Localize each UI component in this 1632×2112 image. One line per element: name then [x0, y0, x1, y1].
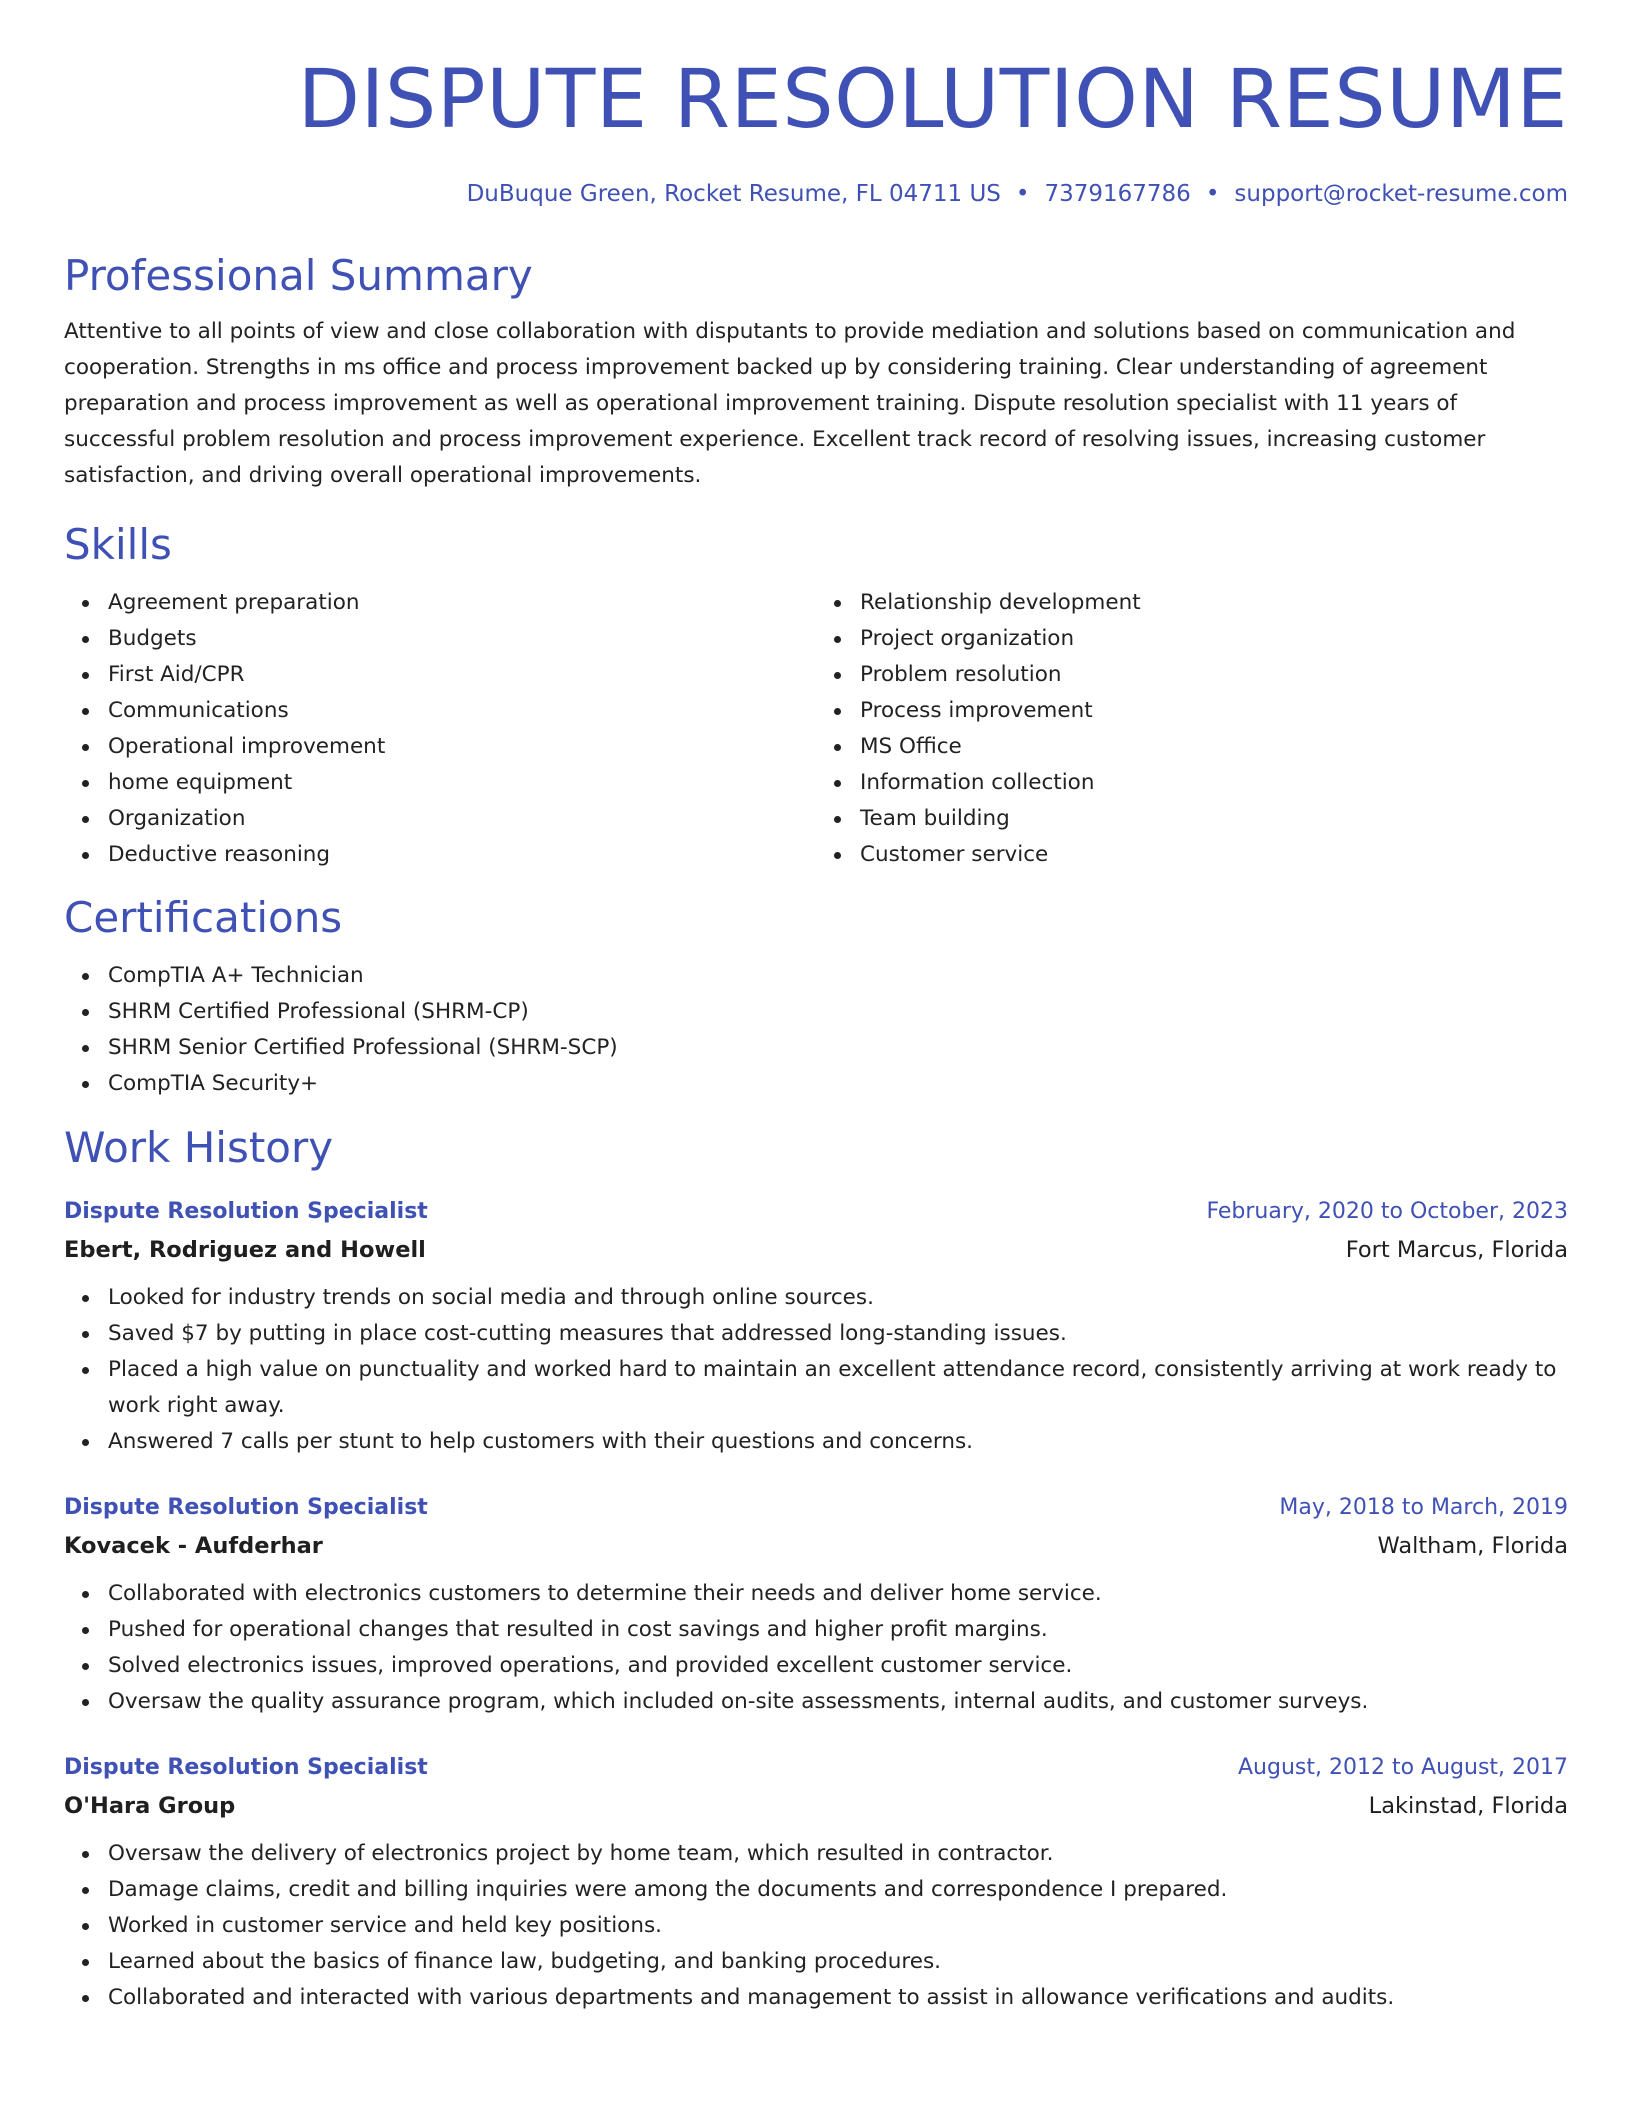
skill-item: Process improvement	[860, 693, 1568, 729]
job-bullet: Oversaw the quality assurance program, which included on-site assessments, internal audits, and customer surveys.	[108, 1684, 1568, 1720]
skill-item: Communications	[108, 693, 816, 729]
certifications-list	[64, 958, 1568, 1102]
job-role: Dispute Resolution Specialist	[64, 1199, 428, 1224]
job-header-row	[64, 1194, 1568, 1230]
job-bullet: Collaborated with electronics customers to determine their needs and deliver home service.	[108, 1576, 1568, 1612]
contact-separator: •	[1015, 181, 1030, 207]
skills-grid	[64, 585, 1568, 873]
skill-item: Deductive reasoning	[108, 837, 816, 873]
section-title-certifications: Certifications	[64, 893, 343, 942]
skill-item: Budgets	[108, 621, 816, 657]
job-bullets	[64, 1836, 1568, 2016]
job-dates: May, 2018 to March, 2019	[1279, 1495, 1568, 1520]
job-company-row	[64, 1786, 1568, 1826]
skill-item: Problem resolution	[860, 657, 1568, 693]
job-bullet: Looked for industry trends on social media and through online sources.	[108, 1280, 1568, 1316]
job-location: Fort Marcus, Florida	[1345, 1237, 1568, 1263]
job-company: Ebert, Rodriguez and Howell	[64, 1237, 426, 1263]
job-location: Waltham, Florida	[1377, 1533, 1568, 1559]
job-company: O'Hara Group	[64, 1793, 236, 1819]
skill-item: Information collection	[860, 765, 1568, 801]
skill-item: Relationship development	[860, 585, 1568, 621]
section-title-work-history: Work History	[64, 1123, 334, 1172]
skills-list-left	[64, 585, 816, 873]
job-bullet: Placed a high value on punctuality and worked hard to maintain an excellent attendance record, consistently arriving at work ready to work right away.	[108, 1352, 1568, 1424]
skill-item: First Aid/CPR	[108, 657, 816, 693]
skill-item: Project organization	[860, 621, 1568, 657]
certification-item: CompTIA Security+	[108, 1066, 1568, 1102]
section-title-summary: Professional Summary	[64, 251, 533, 300]
job-bullet: Oversaw the delivery of electronics project by home team, which resulted in contractor.	[108, 1836, 1568, 1872]
certification-item: CompTIA A+ Technician	[108, 958, 1568, 994]
certification-item: SHRM Certified Professional (SHRM-CP)	[108, 994, 1568, 1030]
job-bullet: Saved $7 by putting in place cost-cutting measures that addressed long-standing issues.	[108, 1316, 1568, 1352]
contact-address: DuBuque Green, Rocket Resume, FL 04711 US	[466, 181, 1001, 207]
job-bullet: Answered 7 calls per stunt to help customers with their questions and concerns.	[108, 1424, 1568, 1460]
job-entry	[64, 1490, 1568, 1720]
job-dates: February, 2020 to October, 2023	[1206, 1199, 1568, 1224]
job-header-row	[64, 1490, 1568, 1526]
skill-item: Customer service	[860, 837, 1568, 873]
job-bullet: Pushed for operational changes that resulted in cost savings and higher profit margins.	[108, 1612, 1568, 1648]
section-title-skills: Skills	[64, 520, 172, 569]
job-entry	[64, 1750, 1568, 2016]
job-location: Lakinstad, Florida	[1368, 1793, 1568, 1819]
contact-line	[64, 178, 1568, 210]
contact-email[interactable]: support@rocket-resume.com	[1234, 181, 1568, 207]
job-role: Dispute Resolution Specialist	[64, 1495, 428, 1520]
job-header-row	[64, 1750, 1568, 1786]
skill-item: Team building	[860, 801, 1568, 837]
summary-text: Attentive to all points of view and close collaboration with disputants to provide mediation and solutions based on communication and cooperation. Strengths in ms office and process improvement backed up by considering training. Clear understanding of agreement preparation and process improvement as well as operational improvement training. Dispute resolution specialist with 11 years of successful problem resolution and process improvement experience. Excellent track record of resolving issues, increasing customer satisfaction, and driving overall operational improvements.	[64, 319, 1516, 488]
job-dates: August, 2012 to August, 2017	[1238, 1755, 1568, 1780]
contact-phone: 7379167786	[1044, 181, 1191, 207]
job-role: Dispute Resolution Specialist	[64, 1755, 428, 1780]
job-bullet: Damage claims, credit and billing inquiries were among the documents and correspondence I prepared.	[108, 1872, 1568, 1908]
job-bullets	[64, 1280, 1568, 1460]
skill-item: Agreement preparation	[108, 585, 816, 621]
skill-item: home equipment	[108, 765, 816, 801]
skill-item: Operational improvement	[108, 729, 816, 765]
job-bullets	[64, 1576, 1568, 1720]
job-bullet: Worked in customer service and held key positions.	[108, 1908, 1568, 1944]
job-bullet: Collaborated and interacted with various departments and management to assist in allowance verifications and audits.	[108, 1980, 1568, 2016]
job-bullet: Solved electronics issues, improved operations, and provided excellent customer service.	[108, 1648, 1568, 1684]
job-bullet: Learned about the basics of finance law, budgeting, and banking procedures.	[108, 1944, 1568, 1980]
skill-item: Organization	[108, 801, 816, 837]
job-company-row	[64, 1230, 1568, 1270]
job-company-row	[64, 1526, 1568, 1566]
skills-list-right	[816, 585, 1568, 873]
certification-item: SHRM Senior Certified Professional (SHRM-SCP)	[108, 1030, 1568, 1066]
contact-separator: •	[1205, 181, 1220, 207]
job-entry	[64, 1194, 1568, 1460]
skill-item: MS Office	[860, 729, 1568, 765]
resume-title: DISPUTE RESOLUTION RESUME	[297, 53, 1568, 147]
job-company: Kovacek - Aufderhar	[64, 1533, 323, 1559]
